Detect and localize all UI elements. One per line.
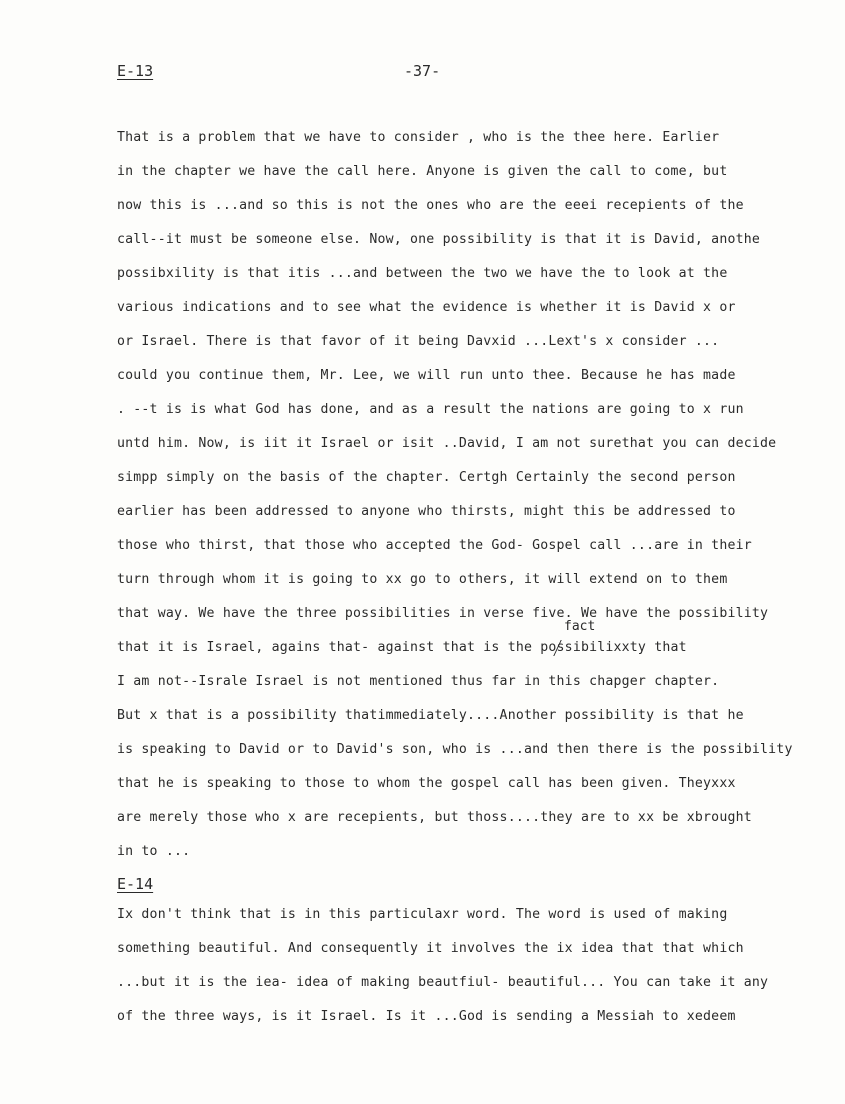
text-line: untd him. Now, is iit it Israel or isit ..David, I am not surethat you can decide xyxy=(117,436,777,451)
text-line: could you continue them, Mr. Lee, we will run unto thee. Because he has made xyxy=(117,368,736,383)
text-line: turn through whom it is going to xx go to others, it will extend on to them xyxy=(117,572,728,587)
text-line: That is a problem that we have to consider , who is the thee here. Earlier xyxy=(117,130,720,145)
text-line: is speaking to David or to David's son, who is ...and then there is the possibility xyxy=(117,742,793,757)
text-line: in the chapter we have the call here. Anyone is given the call to come, but xyxy=(117,164,728,179)
text-line: But x that is a possibility thatimmediately....Another possibility is that he xyxy=(117,708,744,723)
text-line: those who thirst, that those who accepted the God- Gospel call ...are in their xyxy=(117,538,752,553)
text-line: that way. We have the three possibilities in verse five. We have the possibility xyxy=(117,606,769,621)
section-label-e14: E-14 xyxy=(117,875,154,893)
text-line: call--it must be someone else. Now, one possibility is that it is David, anothe xyxy=(117,232,761,247)
text-line: ...but it is the iea- idea of making beautfiul- beautiful... You can take it any xyxy=(117,975,769,990)
text-line: or Israel. There is that favor of it being Davxid ...Lext's x consider ... xyxy=(117,334,720,349)
text-line: I am not--Israle Israel is not mentioned thus far in this chapger chapter. xyxy=(117,674,720,689)
interlinear-insert: fact xyxy=(564,619,596,634)
text-line: of the three ways, is it Israel. Is it ...God is sending a Messiah to xedeem xyxy=(117,1009,736,1024)
text-line: . --t is is what God has done, and as a result the nations are going to x run xyxy=(117,402,744,417)
text-line: simpp simply on the basis of the chapter. Certgh Certainly the second person xyxy=(117,470,736,485)
text-line: possibxility is that itis ...and between the two we have the to look at the xyxy=(117,266,728,281)
page-number: -37- xyxy=(404,62,441,80)
text-line: are merely those who x are recepients, but thoss....they are to xx be xbrought xyxy=(117,810,752,825)
text-line: that he is speaking to those to whom the gospel call has been given. Theyxxx xyxy=(117,776,736,791)
text-line: in to ... xyxy=(117,844,191,859)
text-line: earlier has been addressed to anyone who thirsts, might this be addressed to xyxy=(117,504,736,519)
text-line: various indications and to see what the evidence is whether it is David x or xyxy=(117,300,736,315)
text-line: that it is Israel, agains that- against that is the possibilixxty that xyxy=(117,640,687,655)
section-label-e13: E-13 xyxy=(117,62,154,80)
text-line: Ix don't think that is in this particulaxr word. The word is used of making xyxy=(117,907,728,922)
text-line: now this is ...and so this is not the ones who are the eeei recepients of the xyxy=(117,198,744,213)
text-line: something beautiful. And consequently it involves the ix idea that that which xyxy=(117,941,744,956)
